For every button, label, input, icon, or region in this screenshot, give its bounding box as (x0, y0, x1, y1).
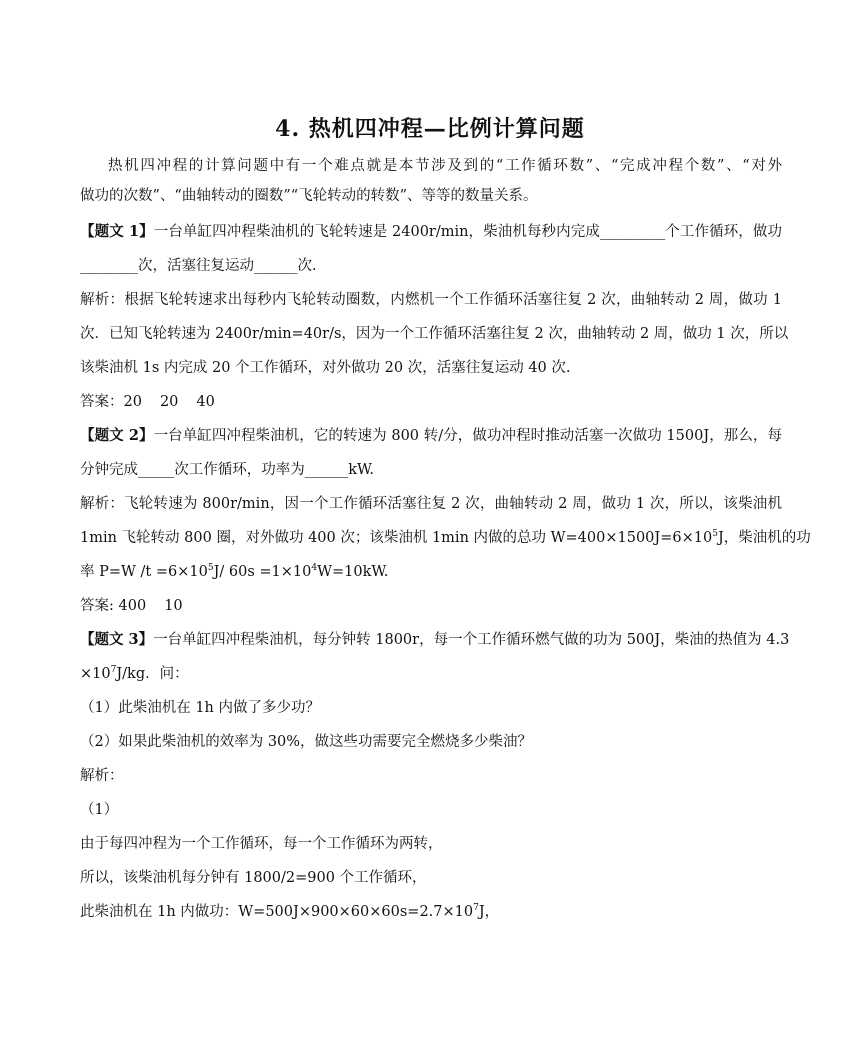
analysis-3-line-1: 由于每四冲程为一个工作循环，每一个工作循环为两转， (80, 836, 443, 852)
question-3-text: ×10 (80, 666, 111, 682)
analysis-3-part: （1） (80, 802, 119, 818)
analysis-3-label: 解析： (80, 768, 124, 784)
analysis-1-line-1: 解析：根据飞轮转速求出每秒内飞轮转动圈数，内燃机一个工作循环活塞往复 2 次，曲轴转动 2 周，做功 1 (80, 292, 782, 308)
answer-1-label: 答案： (80, 394, 124, 410)
page-title: 4. 热机四冲程—比例计算问题 (275, 116, 585, 142)
answer-1-value: 20 (123, 394, 142, 410)
intro-line-2: 做功的次数”、“曲轴转动的圈数”“飞轮转动的转数”、等等的数量关系。 (80, 188, 538, 204)
analysis-3-text: J， (478, 904, 500, 920)
analysis-2-text: W=10kW. (317, 564, 389, 580)
exponent: 4 (311, 563, 318, 574)
analysis-2-line-2 (80, 528, 811, 548)
question-1-tag: 【题文 1】 (80, 223, 154, 240)
question-3-sub-1: （1）此柴油机在 1h 内做了多少功？ (80, 700, 321, 716)
analysis-2-text: J，柴油机的功 (717, 530, 811, 546)
question-2-tag: 【题文 2】 (80, 427, 154, 444)
analysis-2-line-1: 解析：飞轮转速为 800r/min，因一个工作循环活塞往复 2 次，曲轴转动 2 周，做功 1 次，所以，该柴油机 (80, 496, 782, 512)
question-3-line-1 (80, 630, 790, 650)
intro-line-1: 热机四冲程的计算问题中有一个难点就是本节涉及到的“工作循环数”、“完成冲程个数”、“对外 (108, 158, 782, 174)
question-2-line-2: 分钟完成_____次工作循环，功率为______kW. (80, 462, 375, 478)
answer-1 (80, 392, 782, 412)
answer-2-value: 10 (164, 598, 183, 614)
analysis-3-line-2: 所以，该柴油机每分钟有 1800/2=900 个工作循环， (80, 870, 427, 886)
question-1-line-2: ________次，活塞往复运动______次. (80, 258, 317, 274)
answer-1-value: 40 (196, 394, 215, 410)
answer-1-value: 20 (159, 394, 179, 410)
answer-2 (80, 596, 782, 616)
analysis-2-text: 1min 飞轮转动 800 圈，对外做功 400 次；该柴油机 1min 内做的总功 W=400×1500J=6×10 (80, 530, 713, 546)
analysis-1-line-3: 该柴油机 1s 内完成 20 个工作循环，对外做功 20 次，活塞往复运动 40 次. (80, 360, 571, 376)
question-3-text: J/kg．问： (116, 666, 189, 682)
analysis-2-text: 率 P=W /t =6×10 (80, 564, 208, 580)
analysis-1-line-2: 次．已知飞轮转速为 2400r/min=40r/s，因为一个工作循环活塞往复 2 次，曲轴转动 2 周，做功 1 次，所以 (80, 326, 789, 342)
question-3-sub-2: （2）如果此柴油机的效率为 30%，做这些功需要完全燃烧多少柴油？ (80, 734, 533, 750)
analysis-2-text: J/ 60s =1×10 (213, 564, 312, 580)
analysis-3-text: 此柴油机在 1h 内做功：W=500J×900×60×60s=2.7×10 (80, 904, 474, 920)
exponent: 5 (712, 529, 718, 540)
exponent: 7 (110, 665, 117, 676)
question-2-text: 一台单缸四冲程柴油机，它的转速为 800 转/分，做功冲程时推动活塞一次做功 1500J，那么，每 (153, 428, 782, 444)
analysis-2-line-3 (80, 562, 782, 582)
question-3-text: 一台单缸四冲程柴油机，每分钟转 1800r，每一个工作循环燃气做的功为 500J，柴油的热值为 4.3 (153, 632, 790, 648)
question-1-text: 一台单缸四冲程柴油机的飞轮转速是 2400r/min，柴油机每秒内完成_________个工作循环，做功 (153, 224, 782, 240)
question-3-line-2 (80, 664, 782, 684)
exponent: 5 (207, 563, 214, 574)
question-2-line-1 (80, 426, 782, 446)
analysis-3-line-3 (80, 902, 782, 922)
answer-2-value: 400 (118, 598, 147, 614)
exponent: 7 (473, 903, 479, 914)
answer-2-label: 答案: (80, 598, 119, 614)
question-3-tag: 【题文 3】 (80, 631, 154, 648)
question-1-line-1 (80, 222, 782, 242)
